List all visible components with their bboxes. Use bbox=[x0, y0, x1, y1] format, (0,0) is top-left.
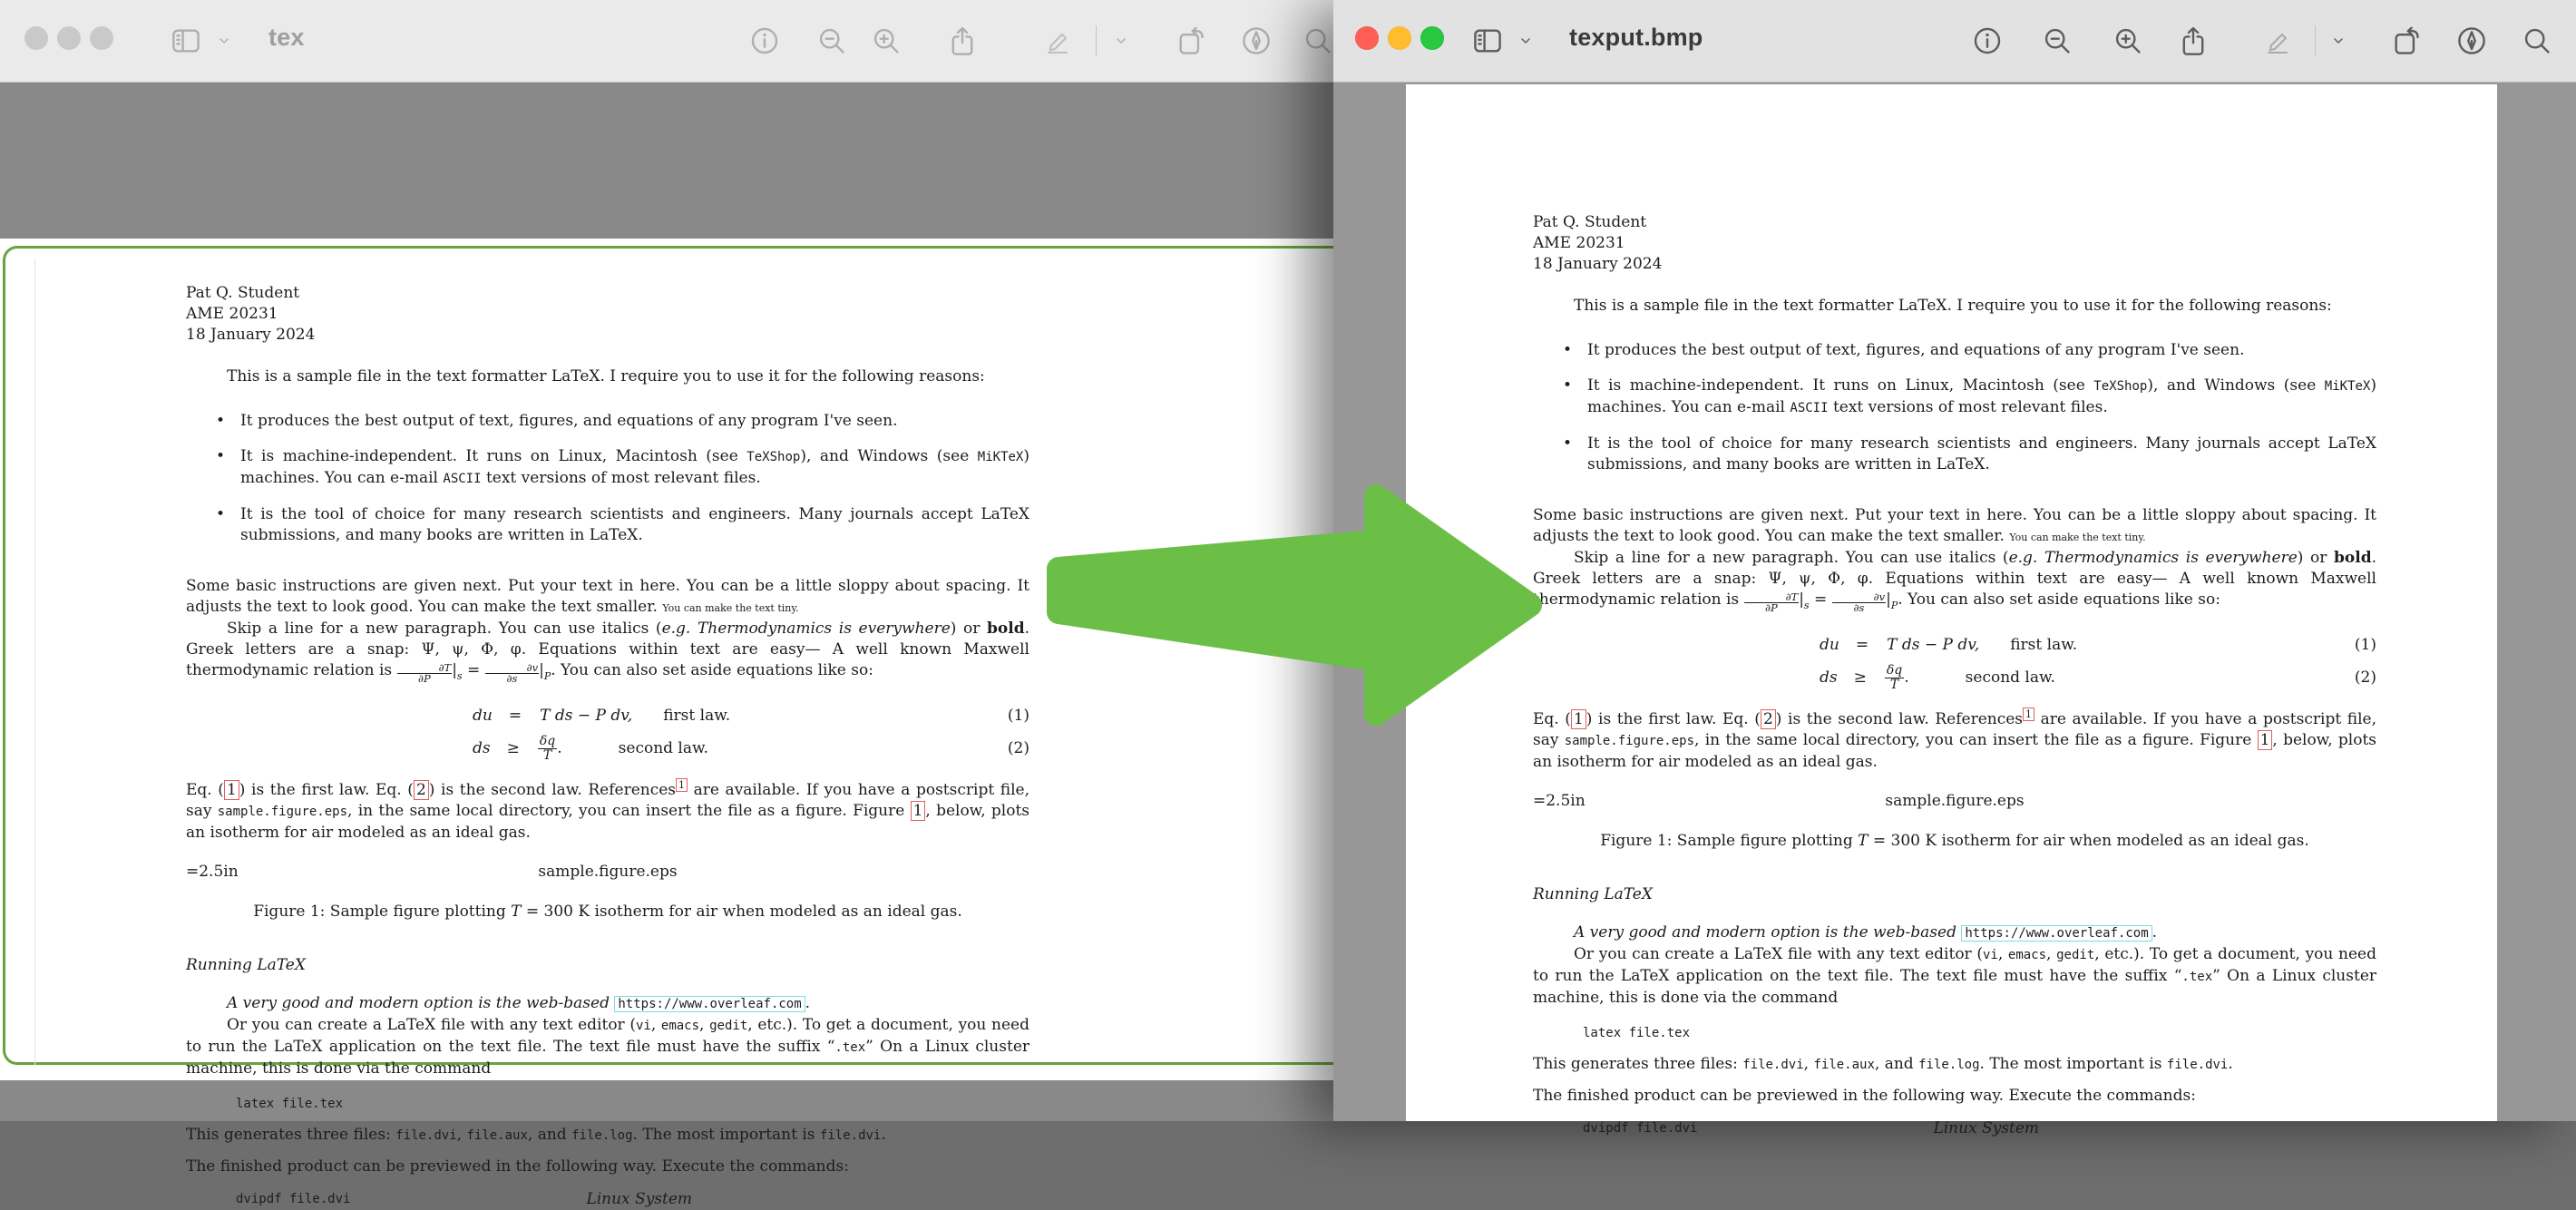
skip-line-paragraph: Skip a line for a new paragraph. You can use italics (e.g. Thermodynamics is everywhere) or bold. Greek letters are a snap: Ψ, ψ, Φ, φ. Equations within text are easy— A well known Maxwell thermodynamic relation is $\frac{\partial T}{\partial P}|_s$ = $\frac{\partial v}{\partial s}|_P$. You can also set aside equations like so: bbox=[1533, 549, 2376, 614]
overleaf-paragraph: A very good and modern option is the web-based https://www.overleaf.com . bbox=[227, 993, 811, 1012]
latex-document bbox=[186, 283, 1029, 1210]
share-icon[interactable] bbox=[2172, 20, 2214, 62]
tiny-text: You can make the text tiny. bbox=[2009, 532, 2146, 543]
close-button[interactable] bbox=[24, 26, 48, 50]
author-name: Pat Q. Student bbox=[1533, 213, 1647, 231]
tiny-text: You can make the text tiny. bbox=[662, 602, 799, 614]
figure-filename: sample.figure.eps bbox=[1885, 791, 2025, 810]
bullet-list bbox=[1533, 340, 2376, 475]
markup-pencil-icon[interactable] bbox=[1037, 20, 1078, 62]
files-paragraph: This generates three files: file.dvi, file.aux, and file.log. The most important is file.dvi. bbox=[186, 1125, 886, 1144]
figure-link-box: 1 bbox=[2258, 730, 2273, 750]
overleaf-link-box: https://www.overleaf.com bbox=[614, 996, 805, 1012]
toolbar[interactable] bbox=[1333, 0, 2576, 83]
intro-paragraph: This is a sample file in the text formatter LaTeX. I require you to use it for the following reasons: bbox=[1574, 297, 2332, 315]
equation-number: (1) bbox=[1007, 707, 1029, 725]
annotate-pen-icon[interactable] bbox=[2451, 20, 2493, 62]
bullet-item: • It is the tool of choice for many research scientists and engineers. Many journals accept LaTeX submissions, and many books are written in LaTeX. bbox=[1533, 434, 2376, 475]
latex-logo: LaTeX bbox=[257, 955, 306, 974]
figure-placeholder-line: =2.5in sample.figure.eps bbox=[186, 862, 1029, 883]
section-heading: Running LaTeX bbox=[1533, 884, 1653, 903]
ref-link-box: 1 bbox=[224, 780, 239, 800]
author-date: 18 January 2024 bbox=[1533, 255, 1663, 273]
maxwell-fraction: $\frac{\partial v}{\partial s}$ bbox=[1832, 592, 1886, 614]
share-icon[interactable] bbox=[942, 20, 983, 62]
files-paragraph: This generates three files: file.dvi, file.aux, and file.log. The most important is file.dvi. bbox=[1533, 1054, 2233, 1073]
bullet-item: • It is machine-independent. It runs on Linux, Macintosh (see TeXShop), and Windows (see MiKTeX) machines. You can e-mail ASCII text versions of most relevant files. bbox=[1533, 376, 2376, 419]
latex-logo: LaTeX bbox=[1936, 455, 1986, 473]
figure-filename: sample.figure.eps bbox=[538, 862, 678, 881]
figure-caption: Figure 1: Sample figure plotting T = 300 K isotherm for air when modeled as an ideal gas. bbox=[253, 902, 962, 921]
latex-logo: LaTeX bbox=[589, 526, 639, 544]
overleaf-link-box: https://www.overleaf.com bbox=[1961, 925, 2152, 942]
zoom-window-button[interactable] bbox=[90, 26, 113, 50]
equation-block bbox=[186, 706, 1029, 764]
equation-first-law: du = T ds − P dv, first law. (1) bbox=[473, 707, 1029, 725]
maxwell-fraction: $\frac{\partial v}{\partial s}$ bbox=[485, 663, 539, 685]
figure-placeholder-line: =2.5in sample.figure.eps bbox=[1533, 791, 2376, 812]
editor-paragraph: Or you can create a LaTeX file with any text editor (vi, emacs, gedit, etc.). To get a document, you need to run the LaTeX application on the text file. The text file must have the suffix “.tex” On a Linux cluster machine, this is done via the command bbox=[186, 1015, 1029, 1078]
chevron-down-icon[interactable] bbox=[1512, 20, 1539, 62]
bullet-item: • It produces the best output of text, figures, and equations of any program I've seen. bbox=[186, 411, 1029, 432]
chevron-down-icon[interactable] bbox=[1105, 20, 1137, 62]
preview-paragraph: The finished product can be previewed in the following way. Execute the commands: bbox=[186, 1156, 849, 1176]
latex-logo: LaTeX bbox=[386, 1015, 436, 1034]
latex-logo: LaTeX bbox=[1898, 297, 1947, 315]
command-dvipdf: dvipdf file.dvi bbox=[236, 1191, 351, 1206]
footnote-link-box: 1 bbox=[2023, 707, 2034, 721]
section-heading: Running LaTeX bbox=[186, 955, 306, 974]
editor-paragraph: Or you can create a LaTeX file with any text editor (vi, emacs, gedit, etc.). To get a document, you need to run the LaTeX application on the text file. The text file must have the suffix “.tex” On a Linux cluster machine, this is done via the command bbox=[1533, 944, 2376, 1007]
equation-first-law: du = T ds − P dv, first law. (1) bbox=[1820, 636, 2376, 654]
latex-logo: LaTeX bbox=[2327, 434, 2376, 453]
author-block bbox=[186, 283, 1029, 346]
bullet-item: • It is machine-independent. It runs on Linux, Macintosh (see TeXShop), and Windows (see MiKTeX) machines. You can e-mail ASCII text versions of most relevant files. bbox=[186, 446, 1029, 490]
window-title: texput.bmp bbox=[1569, 24, 1703, 51]
minimize-button[interactable] bbox=[57, 26, 81, 50]
window-title: tex bbox=[268, 24, 305, 51]
zoom-in-icon[interactable] bbox=[2107, 20, 2149, 62]
toolbar-separator bbox=[2315, 25, 2316, 56]
chevron-down-icon[interactable] bbox=[210, 20, 238, 62]
toolbar-separator bbox=[1096, 25, 1097, 56]
ref-link-box: 1 bbox=[1571, 709, 1586, 729]
overleaf-paragraph: A very good and modern option is the web-based https://www.overleaf.com . bbox=[1574, 922, 2158, 942]
annotate-pen-icon[interactable] bbox=[1235, 20, 1277, 62]
markup-pencil-icon[interactable] bbox=[2257, 20, 2298, 62]
latex-document bbox=[1533, 212, 2376, 1139]
sidebar-icon[interactable] bbox=[165, 20, 207, 62]
footnote-link-box: 1 bbox=[676, 778, 688, 792]
latex-logo: LaTeX bbox=[273, 1037, 323, 1056]
figure-caption: Figure 1: Sample figure plotting T = 300 K isotherm for air when modeled as an ideal gas. bbox=[1600, 831, 2309, 850]
latex-logo: LaTeX bbox=[1733, 944, 1783, 963]
zoom-out-icon[interactable] bbox=[2036, 20, 2078, 62]
linux-system-label: Linux System bbox=[586, 1189, 693, 1208]
bullet-list bbox=[186, 411, 1029, 546]
command-latex: latex file.tex bbox=[236, 1096, 344, 1111]
close-button[interactable] bbox=[1355, 26, 1379, 50]
toolbar[interactable] bbox=[0, 0, 1337, 83]
author-course: AME 20231 bbox=[186, 305, 278, 323]
equation-number: (2) bbox=[1007, 739, 1029, 758]
command-dvipdf: dvipdf file.dvi bbox=[1583, 1120, 1698, 1136]
sidebar-icon[interactable] bbox=[1467, 20, 1508, 62]
equation-number: (2) bbox=[2354, 668, 2376, 688]
latex-logo: LaTeX bbox=[1620, 966, 1670, 985]
latex-logo: LaTeX bbox=[551, 367, 600, 385]
chevron-down-icon[interactable] bbox=[2322, 20, 2355, 62]
document-page bbox=[1406, 84, 2497, 1137]
author-name: Pat Q. Student bbox=[186, 284, 300, 302]
equation-fraction: $\frac{\delta q}{T}$ bbox=[539, 734, 556, 764]
instructions-paragraph: Some basic instructions are given next. Put your text in here. You can be a little sloppy about spacing. It adjusts the text to look good. You can make the text smaller. You can make the text tiny. bbox=[1533, 506, 2376, 545]
equation-second-law: ds ≥ $\frac{\delta q}{T}$ . second law. (2) bbox=[473, 734, 1029, 764]
latex-logo: LaTeX bbox=[981, 505, 1029, 523]
info-icon[interactable] bbox=[744, 20, 785, 62]
linux-system-label: Linux System bbox=[1933, 1118, 2040, 1137]
ref-link-box: 2 bbox=[414, 780, 429, 800]
skip-line-paragraph: Skip a line for a new paragraph. You can use italics (e.g. Thermodynamics is everywhere) or bold. Greek letters are a snap: Ψ, ψ, Φ, φ. Equations within text are easy— A well known Maxwell thermodynamic relation is $\frac{\partial T}{\partial P}|_s$ = $\frac{\partial v}{\partial s}|_P$. You can also set aside equations like so: bbox=[186, 620, 1029, 685]
intro-paragraph: This is a sample file in the text formatter LaTeX. I require you to use it for the following reasons: bbox=[227, 367, 985, 385]
zoom-window-button[interactable] bbox=[1420, 26, 1444, 50]
equation-second-law: ds ≥ $\frac{\delta q}{T}$ . second law. (2) bbox=[1820, 663, 2376, 693]
instructions-paragraph: Some basic instructions are given next. Put your text in here. You can be a little sloppy about spacing. It adjusts the text to look good. You can make the text smaller. You can make the text tiny. bbox=[186, 577, 1029, 616]
command-dvipdf-line bbox=[186, 1189, 1029, 1210]
info-icon[interactable] bbox=[1966, 20, 2008, 62]
equation-block bbox=[1533, 635, 2376, 693]
author-block bbox=[1533, 212, 2376, 275]
search-icon[interactable] bbox=[2516, 20, 2558, 62]
references-paragraph: Eq. ( 1 ) is the first law. Eq. ( 2 ) is the second law. References $^1$ are available. If you have a postscript file, say sample.figure.eps, in the same local directory, you can insert the file as a figure. Figure 1 , below, plots an isotherm for air modeled as an ideal gas. bbox=[186, 779, 1030, 842]
maxwell-fraction: $\frac{\partial T}{\partial P}$ bbox=[1744, 592, 1800, 614]
references-paragraph: Eq. ( 1 ) is the first law. Eq. ( 2 ) is the second law. References $^1$ are available. If you have a postscript file, say sample.figure.eps, in the same local directory, you can insert the file as a figure. Figure 1 , below, plots an isotherm for air modeled as an ideal gas. bbox=[1533, 708, 2377, 771]
zoom-in-icon[interactable] bbox=[865, 20, 907, 62]
command-latex: latex file.tex bbox=[1583, 1025, 1691, 1040]
bullet-item: • It produces the best output of text, figures, and equations of any program I've seen. bbox=[1533, 340, 2376, 361]
bullet-item: • It is the tool of choice for many research scientists and engineers. Many journals accept LaTeX submissions, and many books are written in LaTeX. bbox=[186, 504, 1029, 546]
ref-link-box: 2 bbox=[1761, 709, 1776, 729]
figure-link-box: 1 bbox=[911, 801, 926, 821]
green-arrow-annotation bbox=[1039, 467, 1556, 757]
zoom-out-icon[interactable] bbox=[811, 20, 853, 62]
rotate-icon[interactable] bbox=[2386, 20, 2427, 62]
minimize-button[interactable] bbox=[1388, 26, 1411, 50]
latex-logo: LaTeX bbox=[1604, 884, 1653, 903]
command-dvipdf-line bbox=[1533, 1118, 2376, 1139]
page-edge-shadow bbox=[34, 259, 35, 1066]
equation-number: (1) bbox=[2354, 636, 2376, 654]
maxwell-fraction: $\frac{\partial T}{\partial P}$ bbox=[397, 663, 453, 685]
rotate-icon[interactable] bbox=[1170, 20, 1212, 62]
author-date: 18 January 2024 bbox=[186, 326, 316, 344]
equation-fraction: $\frac{\delta q}{T}$ bbox=[1886, 663, 1903, 693]
preview-paragraph: The finished product can be previewed in the following way. Execute the commands: bbox=[1533, 1086, 2196, 1105]
author-course: AME 20231 bbox=[1533, 234, 1625, 252]
